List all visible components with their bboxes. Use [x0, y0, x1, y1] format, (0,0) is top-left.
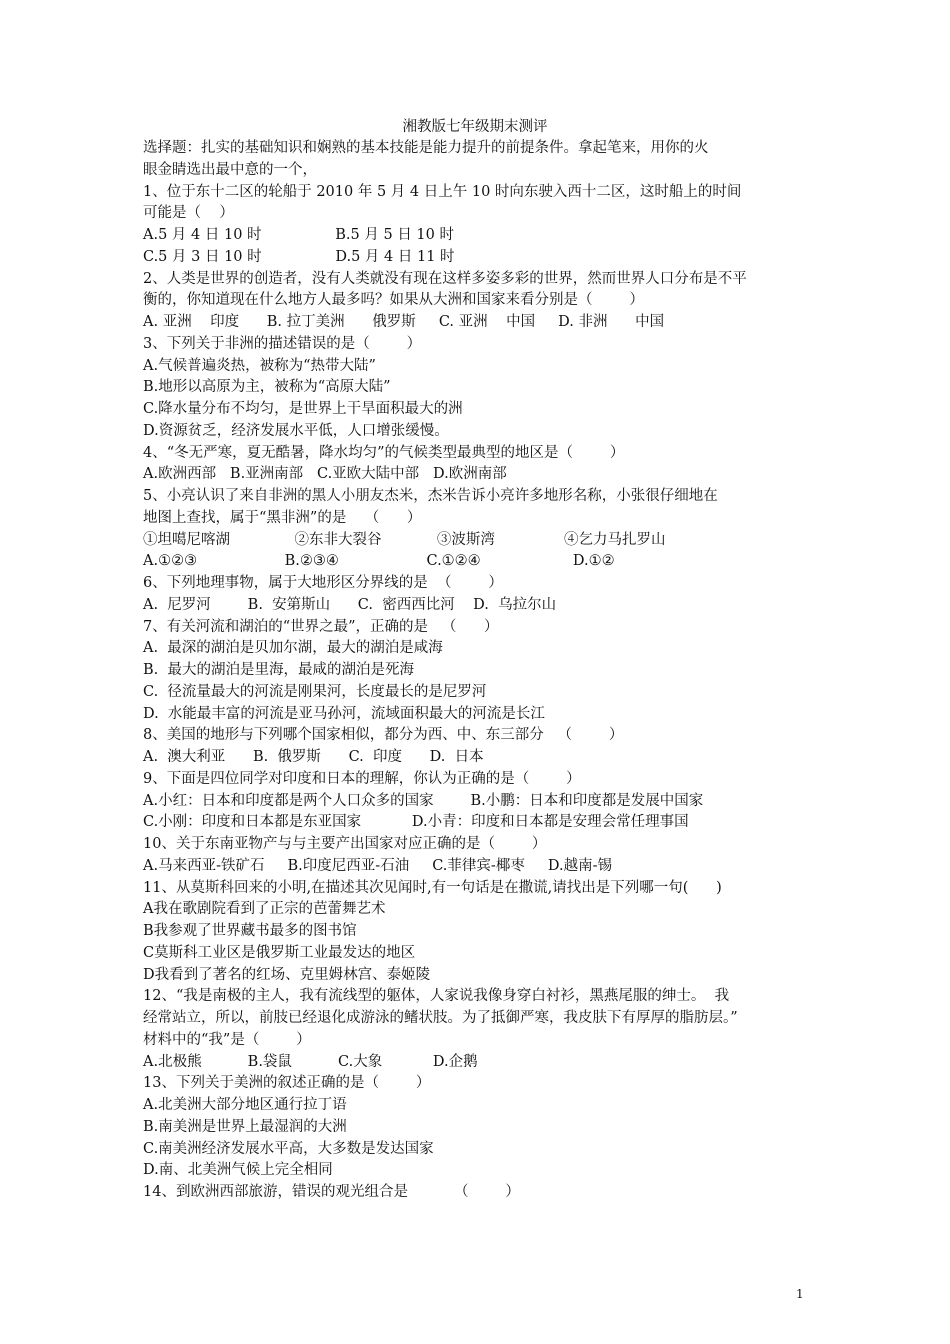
text-line: 材料中的“我”是（ ） [143, 1031, 311, 1048]
text-line: 2、人类是世界的创造者，没有人类就没有现在这样多姿多彩的世界，然而世界人口分布是不平 [143, 270, 747, 287]
text-line: C.南美洲经济发展水平高，大多数是发达国家 [143, 1140, 434, 1157]
text-line: 1、位于东十二区的轮船于 2010 年 5 月 4 日上午 10 时向东驶入西十二区，这时船上的时间 [143, 183, 742, 200]
text-line: 9、下面是四位同学对印度和日本的理解，你认为正确的是（ ） [143, 770, 581, 787]
question-list [143, 138, 813, 1204]
text-line: 13、下列关于美洲的叙述正确的是（ ） [143, 1075, 431, 1092]
page-title: 湘教版七年级期末测评 [402, 119, 548, 135]
text-line: 7、有关河流和湖泊的“世界之最”，正确的是 （ ） [143, 618, 499, 635]
text-line: 选择题：扎实的基础知识和娴熟的基本技能是能力提升的前提条件。拿起笔来，用你的火 [143, 140, 709, 156]
text-line: 地图上查找，属于“黑非洲”的是 （ ） [143, 509, 422, 526]
text-line: 衡的，你知道现在什么地方人最多吗？如果从大洲和国家来看分别是（ ） [143, 292, 644, 309]
text-line: A.欧洲西部 B.亚洲南部 C.亚欧大陆中部 D.欧洲南部 [143, 466, 507, 483]
text-line: A.北极熊 B.袋鼠 C.大象 D.企鹅 [143, 1053, 478, 1070]
text-line: A.气候普遍炎热，被称为“热带大陆” [143, 357, 376, 374]
text-line: 12、“我是南极的主人，我有流线型的躯体，人家说我像身穿白衬衫，黑燕尾服的绅士。 我 [143, 988, 730, 1005]
text-line: B.南美洲是世界上最湿润的大洲 [143, 1118, 347, 1135]
text-line: 8、美国的地形与下列哪个国家相似，都分为西、中、东三部分 （ ） [143, 727, 624, 744]
text-line: A我在歌剧院看到了正宗的芭蕾舞艺术 [143, 901, 386, 918]
text-line: D.资源贫乏，经济发展水平低，人口增张缓慢。 [143, 422, 449, 439]
text-line: B.地形以高原为主，被称为“高原大陆” [143, 379, 391, 396]
text-line: 眼金睛选出最中意的一个， [143, 161, 317, 178]
text-line: 可能是（ ） [143, 205, 234, 222]
text-line: 11、从莫斯科回来的小明,在描述其次见闻时,有一句话是在撒谎,请找出是下列哪一句( ) [143, 879, 722, 896]
text-line: D我看到了著名的红场、克里姆林宫、泰姬陵 [143, 966, 431, 983]
text-line: 3、下列关于非洲的描述错误的是（ ） [143, 335, 422, 352]
text-line: A. 最深的湖泊是贝加尔湖，最大的湖泊是咸海 [143, 640, 443, 657]
text-line: 10、关于东南亚物产与与主要产出国家对应正确的是（ ） [143, 836, 547, 852]
text-line: 经常站立，所以，前肢已经退化成游泳的鳍状肢。为了抵御严寒，我皮肤下有厚厚的脂肪层。” [143, 1010, 738, 1026]
text-line: C.5 月 3 日 10 时 D.5 月 4 日 11 时 [143, 248, 455, 265]
text-line: C莫斯科工业区是俄罗斯工业最发达的地区 [143, 944, 416, 961]
text-line: A.小红：日本和印度都是两个人口众多的国家 B.小鹏：日本和印度都是发展中国家 [143, 792, 704, 809]
text-line: A. 尼罗河 B. 安第斯山 C. 密西西比河 D. 乌拉尔山 [143, 596, 557, 613]
text-line: A.马来西亚-铁矿石 B.印度尼西亚-石油 C.菲律宾-椰枣 D.越南-锡 [143, 857, 612, 874]
text-line: B. 最大的湖泊是里海，最咸的湖泊是死海 [143, 662, 414, 678]
text-line: A.①②③ B.②③④ C.①②④ D.①② [143, 553, 615, 570]
text-line: A.北美洲大部分地区通行拉丁语 [143, 1097, 347, 1113]
text-line: A.5 月 4 日 10 时 B.5 月 5 日 10 时 [143, 227, 454, 243]
text-line: A. 澳大利亚 B. 俄罗斯 C. 印度 D. 日本 [143, 749, 484, 765]
text-line: D.南、北美洲气候上完全相同 [143, 1162, 333, 1179]
text-line: 4、“冬无严寒，夏无酷暑，降水均匀”的气候类型最典型的地区是（ ） [143, 444, 625, 461]
page-number: 1 [796, 1287, 804, 1301]
text-line: A. 亚洲 印度 B. 拉丁美洲 俄罗斯 C. 亚洲 中国 D. 非洲 中国 [143, 314, 665, 330]
text-line: ①坦噶尼喀湖 ②东非大裂谷 ③波斯湾 ④乞力马扎罗山 [143, 531, 666, 548]
text-line: C. 径流量最大的河流是刚果河，长度最长的是尼罗河 [143, 683, 487, 700]
text-line: 5、小亮认识了来自非洲的黑人小朋友杰米，杰米告诉小亮许多地形名称，小张很仔细地在 [143, 488, 718, 504]
text-line: C.小刚：印度和日本都是东亚国家 D.小青：印度和日本都是安理会常任理事国 [143, 814, 689, 831]
text-line: 14、到欧洲西部旅游，错误的观光组合是 （ ） [143, 1184, 520, 1200]
text-line: C.降水量分布不均匀，是世界上干旱面积最大的洲 [143, 401, 463, 417]
text-line: B我参观了世界藏书最多的图书馆 [143, 923, 357, 939]
text-line: 6、下列地理事物，属于大地形区分界线的是 （ ） [143, 575, 503, 591]
text-line: D. 水能最丰富的河流是亚马孙河，流域面积最大的河流是长江 [143, 705, 545, 722]
